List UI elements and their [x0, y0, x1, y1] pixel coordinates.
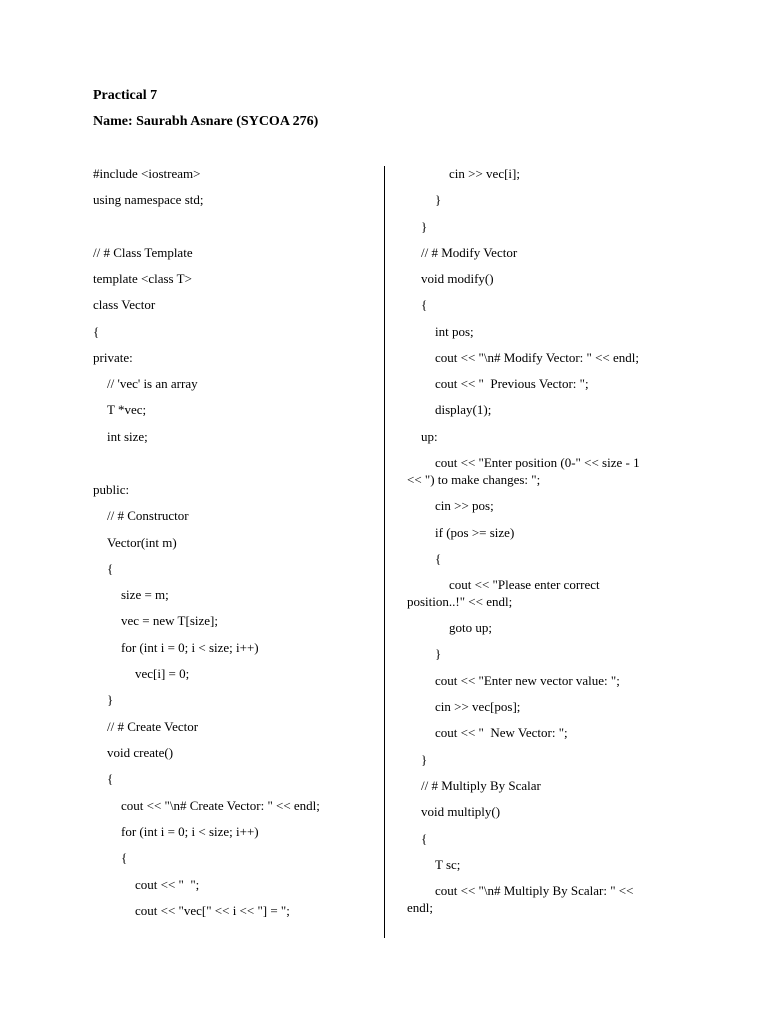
right-code-line: display(1);: [435, 402, 492, 417]
right-code-line: goto up;: [449, 620, 492, 635]
right-code-line: {: [421, 831, 428, 846]
left-code-line: size = m;: [121, 587, 169, 602]
right-code-line: {: [435, 551, 442, 566]
left-code-line: {: [93, 324, 100, 339]
right-code-line: cout << " Previous Vector: ";: [435, 376, 589, 391]
right-code-line: << ") to make changes: ";: [407, 472, 541, 487]
right-code-line: cout << "Enter new vector value: ";: [435, 673, 620, 688]
right-code-line: if (pos >= size): [435, 525, 515, 540]
page-title: Practical 7: [93, 88, 158, 103]
right-code-line: up:: [421, 429, 438, 444]
right-code-line: {: [421, 297, 428, 312]
left-code-line: // # Class Template: [93, 245, 193, 260]
left-code-line: public:: [93, 482, 130, 497]
left-code-line: cout << " ";: [135, 877, 200, 892]
right-code-line: void modify(): [421, 271, 494, 286]
column-divider: [384, 166, 385, 938]
left-code-line: using namespace std;: [93, 192, 204, 207]
right-code-line: }: [435, 192, 442, 207]
left-code-line: class Vector: [93, 297, 156, 312]
right-code-line: cout << "Enter position (0-" << size - 1: [435, 455, 640, 470]
left-code-line: {: [107, 771, 114, 786]
left-code-line: Vector(int m): [107, 535, 177, 550]
left-code-line: template <class T>: [93, 271, 192, 286]
right-code-line: }: [435, 646, 442, 661]
right-code-line: // # Modify Vector: [421, 245, 518, 260]
left-code-line: for (int i = 0; i < size; i++): [121, 640, 259, 655]
right-code-line: T sc;: [435, 857, 461, 872]
left-code-line: {: [107, 561, 114, 576]
right-code-line: // # Multiply By Scalar: [421, 778, 541, 793]
left-code-line: #include <iostream>: [93, 166, 201, 181]
right-code-line: cin >> vec[i];: [449, 166, 520, 181]
right-code-line: cout << "Please enter correct: [449, 577, 600, 592]
right-code-line: cout << "\n# Modify Vector: " << endl;: [435, 350, 639, 365]
left-code-line: T *vec;: [107, 402, 147, 417]
right-code-line: int pos;: [435, 324, 474, 339]
left-code-line: cout << "\n# Create Vector: " << endl;: [121, 798, 320, 813]
right-code-line: cout << " New Vector: ";: [435, 725, 568, 740]
left-code-line: private:: [93, 350, 133, 365]
right-code-line: cin >> vec[pos];: [435, 699, 521, 714]
right-code-line: void multiply(): [421, 804, 501, 819]
left-code-line: cout << "vec[" << i << "] = ";: [135, 903, 290, 918]
left-code-line: void create(): [107, 745, 174, 760]
left-code-line: {: [121, 850, 128, 865]
left-code-line: vec = new T[size];: [121, 613, 218, 628]
left-code-line: for (int i = 0; i < size; i++): [121, 824, 259, 839]
right-code-line: }: [421, 752, 428, 767]
right-code-line: position..!" << endl;: [407, 594, 513, 609]
left-code-line: // # Constructor: [107, 508, 189, 523]
author-name: Name: Saurabh Asnare (SYCOA 276): [93, 114, 319, 129]
left-code-line: // # Create Vector: [107, 719, 199, 734]
right-code-line: cin >> pos;: [435, 498, 494, 513]
right-code-line: endl;: [407, 900, 433, 915]
left-code-line: }: [107, 692, 114, 707]
left-code-line: vec[i] = 0;: [135, 666, 190, 681]
left-code-line: int size;: [107, 429, 148, 444]
left-code-line: // 'vec' is an array: [107, 376, 198, 391]
right-code-line: }: [421, 219, 428, 234]
right-code-line: cout << "\n# Multiply By Scalar: " <<: [435, 883, 634, 898]
